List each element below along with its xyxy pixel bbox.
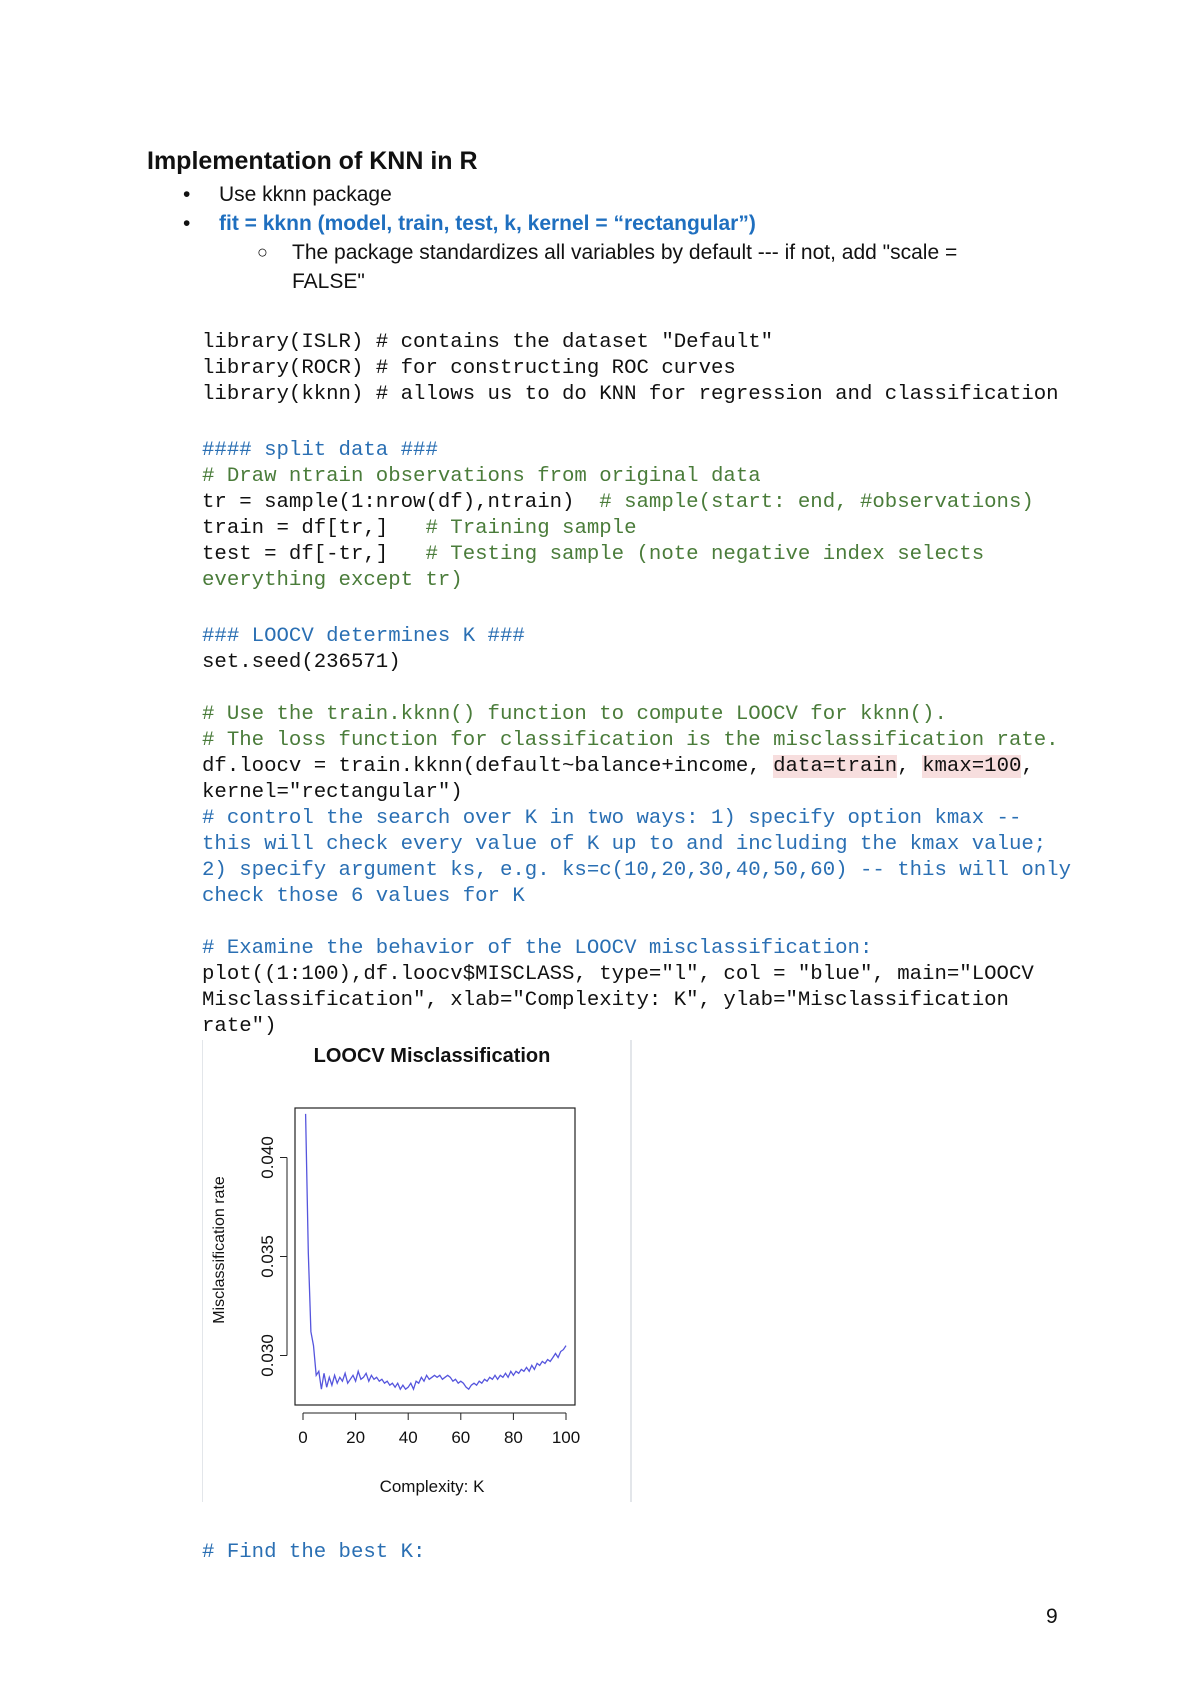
highlighted-arg: data=train [773,755,898,778]
x-tick-label: 60 [451,1428,471,1447]
x-tick-label: 0 [298,1428,308,1447]
code-comment: # Draw ntrain observations from original data [202,465,761,488]
x-tick-label: 100 [551,1428,581,1447]
code-line: , [897,755,923,778]
bullet-list [147,180,1012,296]
code-comment: # Testing sample (note negative index selects [425,543,985,566]
x-tick-label: 40 [398,1428,418,1447]
code-block-bestk [202,1540,425,1566]
code-line: test = df[-tr,] [202,543,426,566]
bullet-text: Use kknn package [219,183,392,206]
code-block-split [202,438,1034,594]
x-axis-label: Complexity: K [379,1477,485,1496]
code-line: set.seed(236571) [202,651,401,674]
highlighted-arg: kmax=100 [922,755,1022,778]
circle-bullet-icon: ○ [257,242,268,262]
code-comment: # Use the train.kknn() function to compute LOOCV for kknn(). [202,703,947,726]
y-axis [258,1136,287,1377]
code-block-loocv [202,702,1071,910]
page-title: Implementation of KNN in R [147,147,478,175]
code-comment: # control the search over K in two ways: 1) specify option kmax -- [202,807,1022,830]
x-tick-label: 20 [346,1428,366,1447]
y-tick-label: 0.035 [258,1235,277,1278]
code-line: Misclassification", xlab="Complexity: K", ylab="Misclassification [202,989,1009,1012]
code-comment: # Find the best K: [202,1541,426,1564]
code-comment: # sample(start: end, #observations) [599,491,1034,514]
code-block-seed [202,624,525,676]
series-line-misclass [306,1114,566,1389]
code-line: , [1021,755,1034,778]
code-line: plot((1:100),df.loocv$MISCLASS, type="l", col = "blue", main="LOOCV [202,963,1034,986]
loocv-chart [202,1040,628,1502]
x-tick-label: 80 [503,1428,523,1447]
code-comment: 2) specify argument ks, e.g. ks=c(10,20,30,40,50,60) -- this will only [202,859,1072,882]
plot-box [295,1108,575,1405]
y-tick-label: 0.030 [258,1334,277,1377]
code-line: df.loocv = train.kknn(default~balance+income, [202,755,774,778]
code-comment: ### LOOCV determines K ### [202,625,525,648]
plot-image [202,1040,632,1502]
sub-bullet-text: The package standardizes all variables by default --- if not, add "scale = FALSE" [292,241,958,293]
code-line: rate") [202,1015,277,1038]
page-number: 9 [1046,1605,1058,1628]
sub-bullet-item [147,238,1012,296]
bullet-item [147,180,1012,209]
code-line: library(ROCR) # for constructing ROC curves [202,357,736,380]
code-line: tr = sample(1:nrow(df),ntrain) [202,491,600,514]
y-tick-label: 0.040 [258,1136,277,1179]
x-axis [298,1413,580,1447]
chart-title: LOOCV Misclassification [313,1045,551,1067]
kknn-signature: fit = kknn (model, train, test, k, kernel = “rectangular”) [219,212,756,235]
code-comment: check those 6 values for K [202,885,525,908]
code-comment: # The loss function for classification is the misclassification rate. [202,729,1059,752]
code-comment: this will check every value of K up to and including the kmax value; [202,833,1047,856]
bullet-dot-icon: • [183,212,191,235]
y-axis-label: Misclassification rate [211,1176,228,1324]
code-comment: #### split data ### [202,439,438,462]
code-comment: everything except tr) [202,569,463,592]
code-line: kernel="rectangular") [202,781,463,804]
code-line: library(kknn) # allows us to do KNN for regression and classification [202,383,1059,406]
code-block-libraries [202,330,1059,408]
code-comment: # Examine the behavior of the LOOCV misclassification: [202,937,873,960]
code-line: train = df[tr,] [202,517,426,540]
bullet-item [147,209,1012,238]
code-comment: # Training sample [425,517,637,540]
code-block-plot [202,936,1034,1040]
code-line: library(ISLR) # contains the dataset "Default" [202,331,774,354]
bullet-dot-icon: • [183,183,191,206]
